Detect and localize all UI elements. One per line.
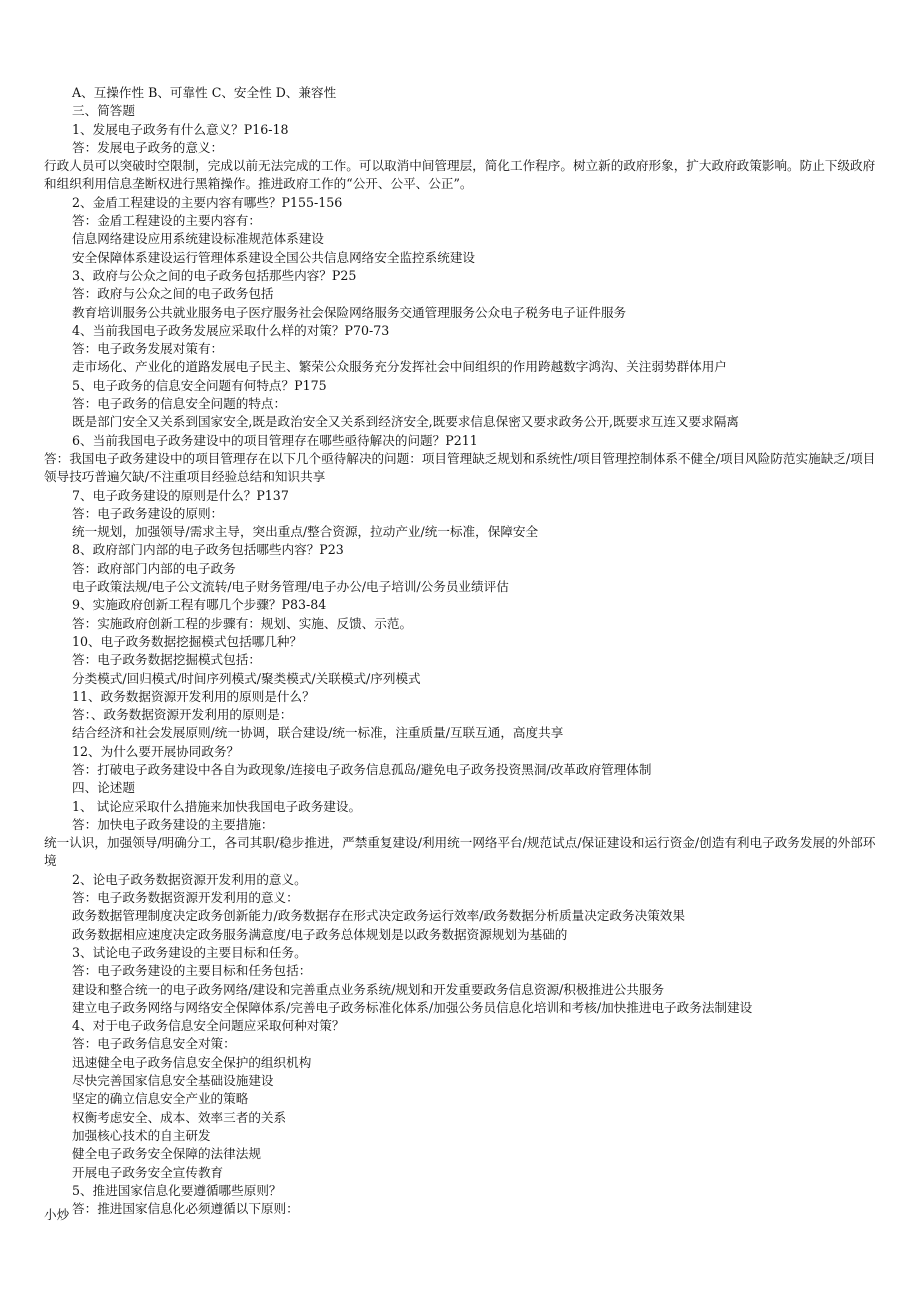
text-line: 政务数据相应速度决定政务服务满意度/电子政务总体规划是以政务数据资源规划为基础的	[72, 926, 568, 942]
text-line: 既是部门安全又关系到国家安全,既是政治安全又关系到经济安全,既要求信息保密又要求政务公开,既要求互连又要求隔离	[72, 414, 739, 430]
text-line: 10、电子政务数据挖掘模式包括哪几种？	[72, 633, 303, 649]
text-line: 走市场化、产业化的道路发展电子民主、繁荣公众服务充分发挥社会中间组织的作用跨越数字鸿沟、关注弱势群体用户	[72, 359, 727, 375]
text-line: 三、简答题	[72, 103, 135, 119]
text-line: 5、推进国家信息化要遵循哪些原则？	[72, 1182, 282, 1198]
text-line: 尽快完善国家信息安全基础设施建设	[72, 1073, 274, 1089]
text-line: 2、金盾工程建设的主要内容有哪些？P155-156	[72, 194, 343, 210]
text-line: 1、 试论应采取什么措施来加快我国电子政务建设。	[72, 798, 362, 814]
text-line: 答：实施政府创新工程的步骤有：规划、实施、反馈、示范。	[72, 615, 413, 631]
text-line: 1、发展电子政务有什么意义？P16-18	[72, 121, 289, 137]
text-line: 信息网络建设应用系统建设标准规范体系建设	[72, 231, 324, 247]
text-line: 健全电子政务安全保障的法律法规	[72, 1146, 261, 1162]
text-line: 答：打破电子政务建设中各自为政现象/连接电子政务信息孤岛/避免电子政务投资黑洞/改革政府管理体制	[72, 761, 652, 777]
text-line: 7、电子政务建设的原则是什么？P137	[72, 487, 289, 503]
text-line: 3、政府与公众之间的电子政务包括那些内容？P25	[72, 267, 357, 283]
footer-note: 小炒	[44, 1207, 70, 1222]
text-line: 答：电子政务数据资源开发利用的意义：	[72, 890, 299, 906]
text-line: 11、政务数据资源开发利用的原则是什么？	[72, 688, 315, 704]
text-line: 权衡考虑安全、成本、效率三者的关系	[72, 1109, 287, 1125]
text-line: 答：金盾工程建设的主要内容有：	[72, 213, 261, 229]
text-line: 答：发展电子政务的意义：	[72, 139, 224, 155]
document-body	[44, 84, 884, 1218]
text-line: 答：推进国家信息化必须遵循以下原则：	[72, 1201, 299, 1217]
text-line: 统一认识，加强领导/明确分工，各司其职/稳步推进，严禁重复建设/利用统一网络平台/规范试点/保证建设和运行资金/创造有利电子政务发展的外部环境	[44, 835, 876, 869]
text-line: 答：加快电子政务建设的主要措施：	[72, 816, 274, 832]
text-line: 四、论述题	[72, 780, 135, 796]
text-line: 8、政府部门内部的电子政务包括哪些内容？P23	[72, 542, 344, 558]
text-line: 政务数据管理制度决定政务创新能力/政务数据存在形式决定政务运行效率/政务数据分析质量决定政务决策效果	[72, 908, 685, 924]
text-line: 4、当前我国电子政务发展应采取什么样的对策？P70-73	[72, 322, 390, 338]
text-line: 统一规划，加强领导/需求主导，突出重点/整合资源，拉动产业/统一标准，保障安全	[72, 524, 539, 540]
text-line: 答：政府与公众之间的电子政务包括	[72, 286, 274, 302]
text-line: 答：电子政务信息安全对策：	[72, 1036, 236, 1052]
text-line: 12、为什么要开展协同政务？	[72, 743, 240, 759]
text-line: A、互操作性 B、可靠性 C、安全性 D、兼容性	[72, 85, 337, 100]
text-line: 答：电子政务建设的原则：	[72, 505, 224, 521]
text-line: 行政人员可以突破时空限制，完成以前无法完成的工作。可以取消中间管理层，简化工作程序。树立新的政府形象，扩大政府政策影响。防止下级政府和组织利用信息垄断权进行黑箱操作。推进政府工作的“公开、公平、公正”。	[44, 158, 876, 192]
text-line: 答：我国电子政务建设中的项目管理存在以下几个亟待解决的问题：项目管理缺乏规划和系统性/项目管理控制体系不健全/项目风险防范实施缺乏/项目领导技巧普遍欠缺/不注重项目经验总结和知识共享	[44, 450, 876, 485]
text-line: 4、对于电子政务信息安全问题应采取何种对策？	[72, 1018, 345, 1034]
text-line: 6、当前我国电子政务建设中的项目管理存在哪些亟待解决的问题？P211	[72, 432, 478, 448]
text-line: 2、论电子政务数据资源开发利用的意义。	[72, 871, 307, 887]
text-line: 结合经济和社会发展原则/统一协调，联合建设/统一标准，注重质量/互联互通，高度共享	[72, 725, 564, 741]
text-line: 安全保障体系建设运行管理体系建设全国公共信息网络安全监控系统建设	[72, 249, 475, 265]
text-line: 建设和整合统一的电子政务网络/建设和完善重点业务系统/规划和开发重要政务信息资源/积极推进公共服务	[72, 981, 665, 997]
text-line: 迅速健全电子政务信息安全保护的组织机构	[72, 1054, 312, 1070]
text-line: 答：电子政务的信息安全问题的特点：	[72, 396, 287, 412]
text-line: 开展电子政务安全宣传教育	[72, 1164, 224, 1180]
text-line: 电子政策法规/电子公文流转/电子财务管理/电子办公/电子培训/公务员业绩评估	[72, 579, 509, 595]
text-line: 分类模式/回归模式/时间序列模式/聚类模式/关联模式/序列模式	[72, 670, 421, 686]
text-line: 答：电子政务建设的主要目标和任务包括：	[72, 963, 312, 979]
text-line: 教育培训服务公共就业服务电子医疗服务社会保险网络服务交通管理服务公众电子税务电子证件服务	[72, 304, 627, 320]
text-line: 答：、政务数据资源开发利用的原则是：	[72, 707, 293, 723]
text-line: 答：电子政务发展对策有：	[72, 341, 224, 357]
text-line: 9、实施政府创新工程有哪几个步骤？P83-84	[72, 597, 327, 613]
text-line: 5、电子政务的信息安全问题有何特点？P175	[72, 377, 327, 393]
text-line: 建立电子政务网络与网络安全保障体系/完善电子政务标准化体系/加强公务员信息化培训和考核/加快推进电子政务法制建设	[72, 999, 753, 1015]
text-line: 答：政府部门内部的电子政务	[72, 560, 236, 576]
text-line: 答：电子政务数据挖掘模式包括：	[72, 652, 261, 668]
text-line: 坚定的确立信息安全产业的策略	[72, 1091, 249, 1107]
text-line: 加强核心技术的自主研发	[72, 1127, 211, 1143]
text-line: 3、试论电子政务建设的主要目标和任务。	[72, 944, 307, 960]
